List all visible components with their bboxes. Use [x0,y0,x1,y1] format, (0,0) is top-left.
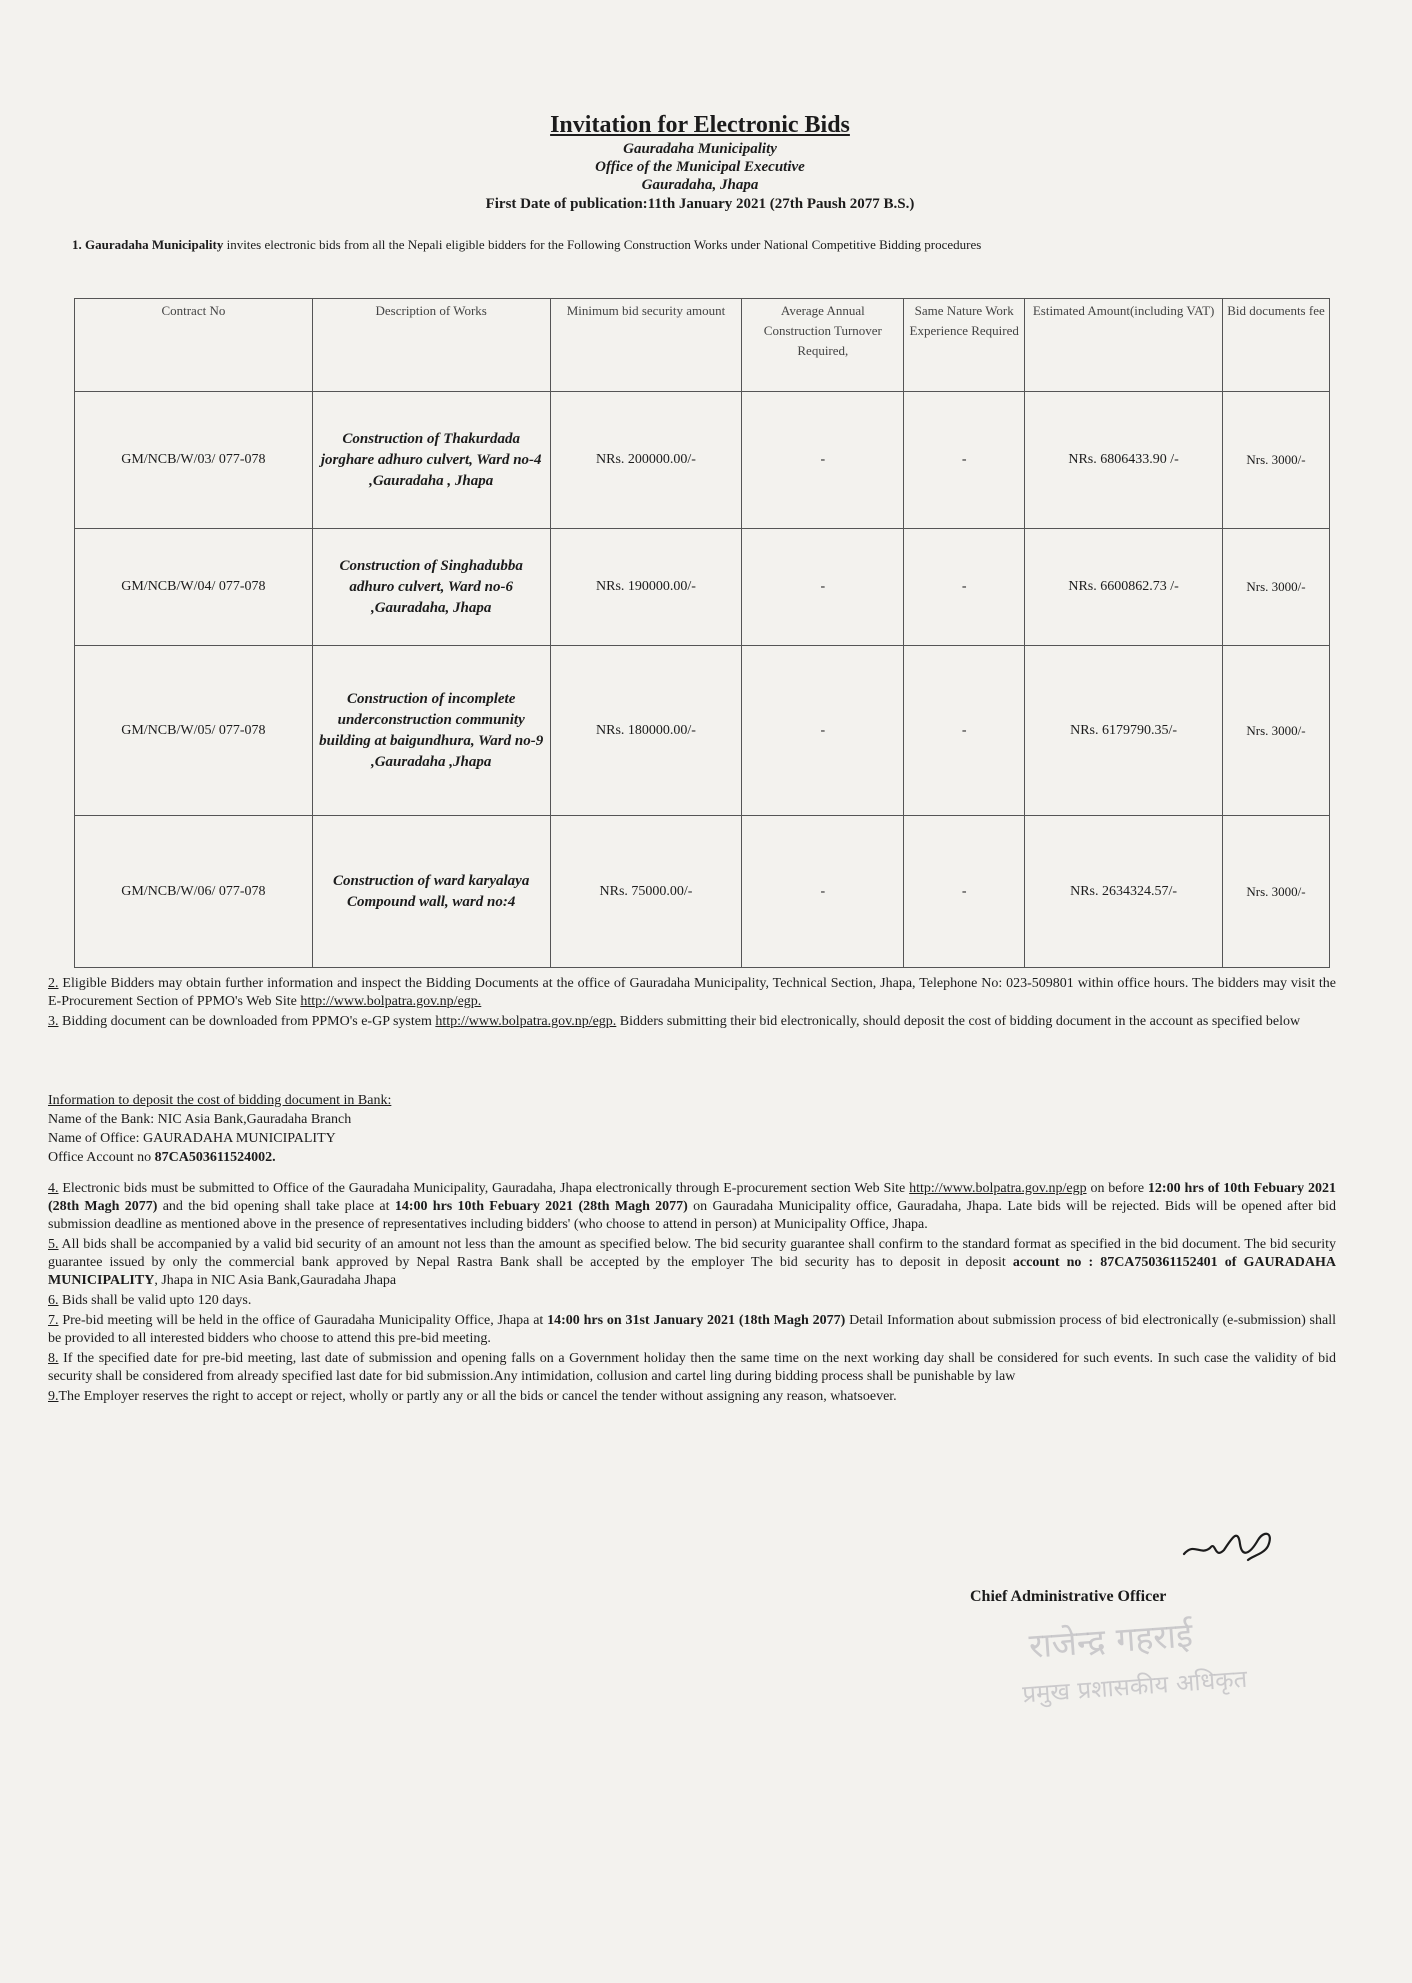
para-number: 9. [48,1389,59,1404]
work-description: Construction of Singhadubba adhuro culvert, Ward no-6 ,Gauradaha, Jhapa [312,529,550,646]
egp-link[interactable]: http://www.bolpatra.gov.np/egp. [435,1014,617,1029]
table-row [75,392,1330,529]
estimated-amount: NRs. 2634324.57/- [1025,816,1223,968]
account-number: 87CA503611524002. [154,1150,276,1165]
egp-link[interactable]: http://www.bolpatra.gov.np/egp. [300,994,482,1009]
notice-header [300,110,1100,214]
turnover: - [742,529,904,646]
paragraph-text: All bids shall be accompanied by a valid bid security of an amount not less than the amount as specified below. The bid security guarantee shall confirm to the standard format as specified in the bid document. The bid security guarantee issued by only the commercial bank approved by Nepal Rastra Bank shall be accepted by the employer The bid security has to deposit in deposit [48,1237,1336,1270]
paragraph-text: The Employer reserves the right to accept or reject, wholly or partly any or all the bids or cancel the tender without assigning any reason, whatsoever. [58,1389,897,1404]
paragraph-text: on before [1086,1181,1148,1196]
table-row [75,646,1330,816]
document-fee: Nrs. 3000/- [1223,392,1330,529]
table-row [75,816,1330,968]
para-number: 6. [48,1293,59,1308]
work-description: Construction of Thakurdada jorghare adhuro culvert, Ward no-4 ,Gauradaha , Jhapa [312,392,550,529]
paragraph-text: Eligible Bidders may obtain further information and inspect the Bidding Documents at the office of Gauradaha Municipality, Technical Section, Jhapa, Telephone No: 023-509801 within office hours. The bidders may visit the E-Procurement Section of PPMO's Web Site [48,976,1336,1009]
estimated-amount: NRs. 6806433.90 /- [1025,392,1223,529]
paragraph-text: Bidding document can be downloaded from PPMO's e-GP system [58,1014,436,1029]
experience: - [904,392,1025,529]
work-description: Construction of ward karyalaya Compound wall, ward no:4 [312,816,550,968]
paragraph-6 [48,1292,1336,1310]
estimated-amount: NRs. 6600862.73 /- [1025,529,1223,646]
para-number: 5. [48,1237,59,1252]
contract-no: GM/NCB/W/03/ 077-078 [75,392,313,529]
paragraph-2 [48,975,1336,1011]
paragraph-8 [48,1350,1336,1386]
signer-title: Chief Administrative Officer [970,1588,1167,1605]
turnover: - [742,646,904,816]
submission-deadline: 12:00 hrs of 10th Febuary 2021 (28th Magh 2077) [48,1181,1336,1214]
bid-security: NRs. 75000.00/- [550,816,742,968]
office-location: Gauradaha, Jhapa [641,177,759,193]
para-number: 1. [72,237,82,252]
table-row [75,529,1330,646]
paragraph-text: on Gauradaha Municipality office, Gauradaha, Jhapa. Late bids will be rejected. Bids will be opened after bid submission deadline as mentioned above in the presence of representatives including bidders' (who choose to attend in person) at Municipality Office, Jhapa. [48,1199,1336,1232]
bank-details [48,1092,1336,1168]
paragraph-7 [48,1312,1336,1348]
para-number: 3. [48,1014,59,1029]
paragraph-9 [48,1388,1336,1406]
col-header-fee: Bid documents fee [1223,299,1330,392]
office-name: Office of the Municipal Executive [595,159,805,175]
prebid-time: 14:00 hrs on 31st January 2021 (18th Magh 2077) [547,1313,846,1328]
page-title: Invitation for Electronic Bids [550,112,850,138]
office-account-name: Name of Office: GAURADAHA MUNICIPALITY [48,1131,336,1146]
bid-security: NRs. 190000.00/- [550,529,742,646]
bids-table [74,298,1330,968]
publication-date: First Date of publication:11th January 2021 (27th Paush 2077 B.S.) [485,196,915,212]
intro-paragraph [72,236,1327,254]
bank-heading: Information to deposit the cost of bidding document in Bank: [48,1093,392,1108]
paragraph-text: Bidders submitting their bid electronically, should deposit the cost of bidding document in the account as specified below [616,1014,1301,1029]
org-name: Gauradaha Municipality [623,141,777,157]
col-header-contract: Contract No [75,299,313,392]
intro-text: invites electronic bids from all the Nepali eligible bidders for the Following Construction Works under National Competitive Bidding procedures [223,237,982,252]
paragraph-text: Pre-bid meeting will be held in the office of Gauradaha Municipality Office, Jhapa at [58,1313,548,1328]
paragraph-text: Detail Information about submission process of bid electronically (e-submission) shall be provided to all interested bidders who choose to attend this pre-bid meeting. [48,1313,1336,1346]
work-description: Construction of incomplete underconstruction community building at baigundhura, Ward no-9 ,Gauradaha ,Jhapa [312,646,550,816]
document-fee: Nrs. 3000/- [1223,646,1330,816]
paragraphs-2-3 [48,975,1336,1033]
table-header-row [75,299,1330,392]
office-account [48,1149,1336,1166]
bid-security: NRs. 180000.00/- [550,646,742,816]
col-header-turnover: Average Annual Construction Turnover Required, [742,299,904,392]
paragraph-5 [48,1236,1336,1290]
document-fee: Nrs. 3000/- [1223,816,1330,968]
col-header-experience: Same Nature Work Experience Required [904,299,1025,392]
para-number: 7. [48,1313,59,1328]
paragraphs-4-9 [48,1180,1336,1408]
experience: - [904,816,1025,968]
stamp-name: राजेन्द्र गहराई [1027,1615,1195,1667]
bid-security: NRs. 200000.00/- [550,392,742,529]
egp-link[interactable]: http://www.bolpatra.gov.np/egp [909,1181,1087,1196]
handwritten-signature [1180,1520,1280,1570]
paragraph-text: , Jhapa in NIC Asia Bank,Gauradaha Jhapa [154,1273,397,1288]
official-stamp [1020,1600,1320,1710]
paragraph-3 [48,1013,1336,1031]
opening-time: 14:00 hrs 10th Febuary 2021 (28th Magh 2077) [394,1199,688,1214]
contract-no: GM/NCB/W/05/ 077-078 [75,646,313,816]
paragraph-text: Bids shall be valid upto 120 days. [58,1293,252,1308]
para-number: 4. [48,1181,59,1196]
paragraph-4 [48,1180,1336,1234]
col-header-security: Minimum bid security amount [550,299,742,392]
paragraph-text: If the specified date for pre-bid meeting, last date of submission and opening falls on a Government holiday then the same time on the next working day shall be considered for such events. In such case the validity of bid security shall be considered from already specified last date for bid submission.Any intimidation, collusion and cartel ling during bidding process shall be punishable by law [48,1351,1336,1384]
turnover: - [742,816,904,968]
col-header-description: Description of Works [312,299,550,392]
turnover: - [742,392,904,529]
col-header-estimate: Estimated Amount(including VAT) [1025,299,1223,392]
security-account: account no : 87CA750361152401 of GAURADAHA MUNICIPALITY [48,1255,1336,1288]
document-fee: Nrs. 3000/- [1223,529,1330,646]
account-label: Office Account no [48,1150,155,1165]
experience: - [904,646,1025,816]
bank-name: Name of the Bank: NIC Asia Bank,Gauradaha Branch [48,1112,352,1127]
contract-no: GM/NCB/W/06/ 077-078 [75,816,313,968]
stamp-designation: प्रमुख प्रशासकीय अधिकृत [1021,1664,1249,1709]
estimated-amount: NRs. 6179790.35/- [1025,646,1223,816]
paragraph-text: and the bid opening shall take place at [157,1199,395,1214]
para-number: 8. [48,1351,59,1366]
contract-no: GM/NCB/W/04/ 077-078 [75,529,313,646]
para-number: 2. [48,976,59,991]
intro-org: Gauradaha Municipality [85,237,224,252]
paragraph-text: Electronic bids must be submitted to Office of the Gauradaha Municipality, Gauradaha, Jhapa electronically through E-procurement section Web Site [58,1181,910,1196]
experience: - [904,529,1025,646]
